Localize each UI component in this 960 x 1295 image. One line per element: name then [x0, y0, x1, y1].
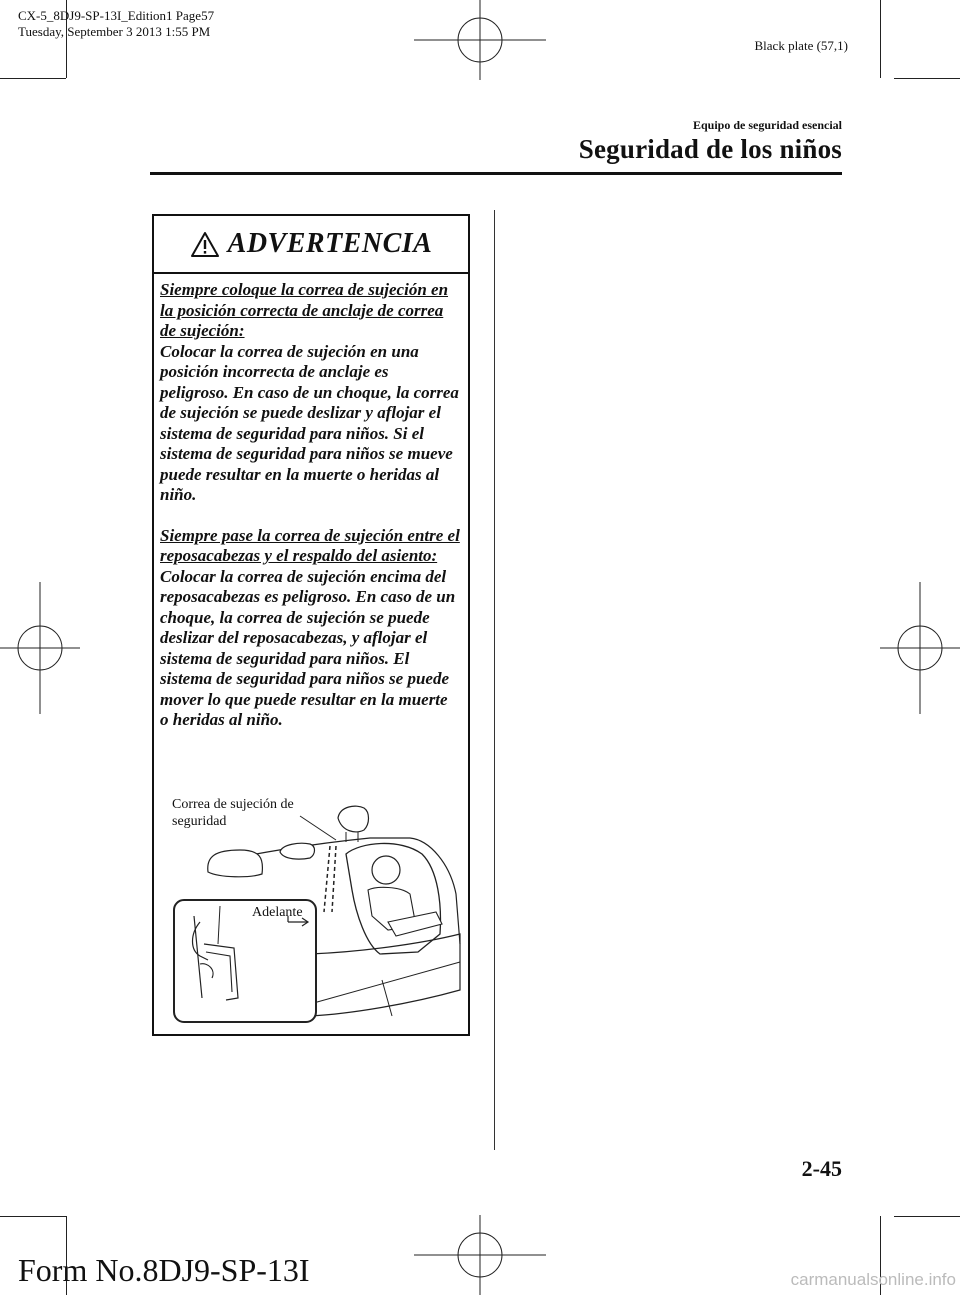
- section-name: Equipo de seguridad esencial: [692, 118, 842, 132]
- warning-heading-2: Siempre pase la correa de sujeción entre el reposacabezas y el respaldo del asiento:: [160, 525, 460, 565]
- registration-mark-bottom: [414, 1215, 546, 1295]
- crop-mark-top-right-h: [894, 78, 960, 79]
- page-title: Seguridad de los niños: [578, 134, 842, 164]
- tether-strap-illustration: [160, 794, 462, 1026]
- page-number: 2-45: [801, 1156, 842, 1181]
- crop-mark-top-left-h: [0, 78, 66, 79]
- warning-text-2: Colocar la correa de sujeción encima del reposacabezas es peligroso. En caso de un choque, la correa de sujeción se puede deslizar del reposacabezas, y aflojar el sistema de seguridad para niños. El sistema de seguridad para niños se puede mover lo que puede resultar en la muerte o heridas al niño.: [160, 566, 456, 729]
- print-info-file: CX-5_8DJ9-SP-13I_Edition1 Page57: [18, 8, 215, 23]
- label-forward: Adelante: [252, 905, 303, 920]
- plate-label: Black plate (57,1): [754, 38, 848, 53]
- warning-title: ADVERTENCIA: [227, 228, 433, 259]
- warning-heading-1: Siempre coloque la correa de sujeción en la posición correcta de anclaje de correa de sujeción:: [160, 280, 449, 340]
- registration-mark-right: [880, 582, 960, 714]
- label-tether-strap: [172, 796, 294, 830]
- label-tether-strap-line2: seguridad: [172, 814, 227, 829]
- crop-mark-bottom-left-h: [0, 1216, 66, 1217]
- warning-text-1: Colocar la correa de sujeción en una posición incorrecta de anclaje es peligroso. En caso de un choque, la correa de sujeción se puede deslizar y aflojar el sistema de seguridad para niños. Si el sistema de seguridad para niños se mueve puede resultar en la muerte o heridas al niño.: [160, 341, 459, 504]
- column-divider: [494, 210, 495, 1150]
- warning-body: [160, 280, 460, 731]
- crop-mark-top-right-v: [880, 0, 881, 78]
- form-number: Form No.8DJ9-SP-13I: [18, 1252, 310, 1288]
- warning-box: [152, 214, 470, 1036]
- label-tether-strap-line1: Correa de sujeción de: [172, 797, 294, 812]
- registration-mark-left: [0, 582, 80, 714]
- warning-header: [154, 216, 468, 274]
- crop-mark-bottom-right-h: [894, 1216, 960, 1217]
- watermark: carmanualsonline.info: [790, 1270, 956, 1289]
- print-info: [18, 8, 214, 40]
- print-info-date: Tuesday, September 3 2013 1:55 PM: [18, 24, 211, 39]
- registration-mark-top: [414, 0, 546, 80]
- header-rule: [150, 172, 842, 175]
- warning-triangle-icon: [190, 231, 220, 258]
